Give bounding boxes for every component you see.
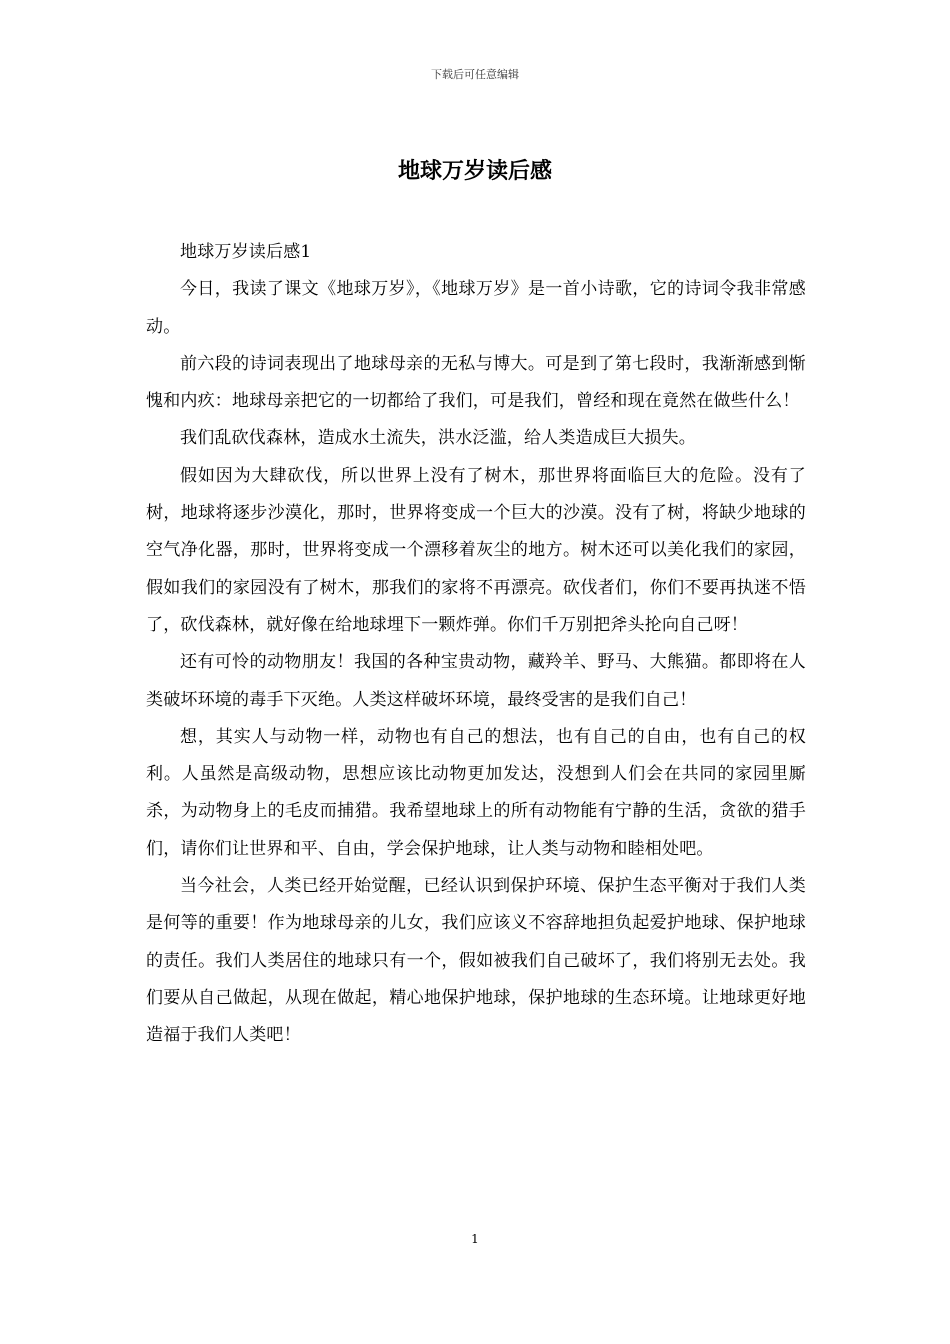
paragraph: 我们乱砍伐森林，造成水土流失，洪水泛滥，给人类造成巨大损失。 bbox=[180, 428, 696, 449]
page-number: 1 bbox=[471, 1232, 479, 1246]
paragraph: 想，其实人与动物一样，动物也有自己的想法，也有自己的自由，也有自己的权利。人虽然是高级动物，思想应该比动物更加发达，没想到人们会在共同的家园里厮杀，为动物身上的毛皮而捕猎。我希望地球上的所有动物能有宁静的生活，贪欲的猎手们，请你们让世界和平、自由，学会保护地球，让人类与动物和睦相处吧。 bbox=[146, 726, 806, 859]
paragraph: 还有可怜的动物朋友！我国的各种宝贵动物，藏羚羊、野马、大熊猫。都即将在人类破坏环境的毒手下灭绝。人类这样破坏环境，最终受害的是我们自己！ bbox=[146, 652, 806, 710]
paragraph: 当今社会，人类已经开始觉醒，已经认识到保护环境、保护生态平衡对于我们人类是何等的重要！作为地球母亲的儿女，我们应该义不容辞地担负起爱护地球、保护地球的责任。我们人类居住的地球只有一个，假如被我们自己破坏了，我们将别无去处。我们要从自己做起，从现在做起，精心地保护地球，保护地球的生态环境。让地球更好地造福于我们人类吧！ bbox=[146, 876, 806, 1046]
header-note: 下载后可任意编辑 bbox=[431, 68, 519, 81]
document-title: 地球万岁读后感 bbox=[397, 159, 552, 184]
paragraph: 前六段的诗词表现出了地球母亲的无私与博大。可是到了第七段时，我渐渐感到惭愧和内疚：地球母亲把它的一切都给了我们，可是我们，曾经和现在竟然在做些什么！ bbox=[146, 353, 806, 412]
document-body bbox=[146, 234, 806, 1055]
section-heading: 地球万岁读后感1 bbox=[180, 242, 312, 262]
paragraph: 今日，我读了课文《地球万岁》，《地球万岁》是一首小诗歌，它的诗词令我非常感动。 bbox=[146, 279, 806, 337]
paragraph: 假如因为大肆砍伐，所以世界上没有了树木，那世界将面临巨大的危险。没有了树，地球将逐步沙漠化，那时，世界将变成一个巨大的沙漠。没有了树，将缺少地球的空气净化器，那时，世界将变成一个漂移着灰尘的地方。树木还可以美化我们的家园，假如我们的家园没有了树木，那我们的家将不再漂亮。砍伐者们，你们不要再执迷不悟了，砍伐森林，就好像在给地球埋下一颗炸弹。你们千万别把斧头抡向自己呀！ bbox=[146, 465, 806, 635]
